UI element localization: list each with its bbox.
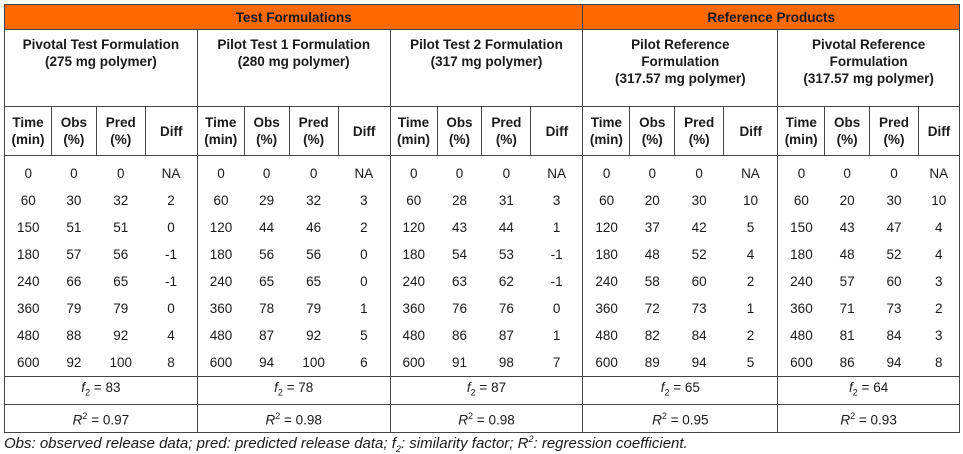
- formulation-name-line: (280 mg polymer): [237, 54, 350, 69]
- table-cell: 31: [498, 193, 514, 208]
- table-cell: 48: [644, 247, 660, 262]
- table-cell: 56: [259, 247, 275, 262]
- table-cell: 10: [724, 187, 778, 214]
- column-header-label: Diff: [352, 123, 376, 139]
- column-header-pred: [482, 107, 531, 156]
- column-header-label: Diff: [927, 123, 951, 139]
- table-cell: 92: [113, 328, 129, 343]
- table-cell: 20: [839, 193, 855, 208]
- table-cell: 7: [531, 349, 583, 377]
- table-cell: 52: [691, 247, 707, 262]
- table-cell: 47: [886, 220, 902, 235]
- table-cell: 600: [5, 349, 52, 377]
- table-cell: 150: [778, 214, 825, 241]
- table-cell: 92: [306, 328, 322, 343]
- table-cell: 10: [919, 187, 960, 214]
- table-cell: 0: [890, 166, 898, 181]
- column-header-unit: (%): [641, 132, 663, 147]
- table-cell: 120: [583, 214, 630, 241]
- table-row: [5, 295, 960, 322]
- table-cell: 60: [886, 274, 902, 289]
- column-header-unit: (%): [110, 132, 132, 147]
- table-cell: NA: [724, 156, 778, 188]
- column-header-obs: [825, 107, 870, 156]
- column-header-label: Diff: [160, 123, 183, 139]
- column-header-label: Obs: [446, 115, 473, 130]
- table-cell: 150: [5, 214, 52, 241]
- column-header-unit: (%): [688, 132, 710, 147]
- column-header-time: [583, 107, 630, 156]
- table-cell: 44: [259, 220, 275, 235]
- column-header-label: Time: [785, 115, 817, 130]
- column-header-unit: (%): [303, 132, 325, 147]
- table-cell: 57: [839, 274, 855, 289]
- table-cell: 42: [691, 220, 707, 235]
- table-cell: 73: [691, 301, 707, 316]
- table-cell: 0: [117, 166, 125, 181]
- table-cell: 100: [302, 355, 325, 370]
- table-cell: 2: [724, 322, 778, 349]
- table-cell: 1: [531, 214, 583, 241]
- column-header-pred: [675, 107, 724, 156]
- table-cell: 0: [145, 295, 197, 322]
- table-cell: 3: [338, 187, 390, 214]
- table-cell: -1: [531, 241, 583, 268]
- group-header-reference: Reference Products: [583, 5, 960, 30]
- table-cell: 180: [197, 241, 244, 268]
- table-cell: 0: [197, 156, 244, 188]
- table-cell: 60: [691, 274, 707, 289]
- column-header-pred: [289, 107, 338, 156]
- table-cell: 480: [197, 322, 244, 349]
- table-cell: 72: [644, 301, 660, 316]
- table-cell: 0: [70, 166, 78, 181]
- formulation-comparison-table: [4, 4, 960, 433]
- column-header-label: Time: [590, 115, 622, 130]
- table-cell: 91: [451, 355, 467, 370]
- table-cell: 73: [886, 301, 902, 316]
- table-cell: 600: [778, 349, 825, 377]
- table-cell: 600: [583, 349, 630, 377]
- table-cell: 0: [390, 156, 437, 188]
- f2-value: $f_2 = 64$: [778, 377, 960, 405]
- column-header-label: Obs: [639, 115, 666, 130]
- column-header-unit: (min): [397, 132, 431, 147]
- table-cell: 3: [919, 322, 960, 349]
- table-cell: 51: [66, 220, 82, 235]
- table-cell: 53: [498, 247, 514, 262]
- table-cell: 84: [886, 328, 902, 343]
- table-cell: 62: [498, 274, 514, 289]
- table-cell: 60: [583, 187, 630, 214]
- table-cell: 60: [197, 187, 244, 214]
- column-header-diff: [724, 107, 778, 156]
- table-cell: 52: [886, 247, 902, 262]
- column-header-label: Diff: [545, 123, 569, 139]
- table-cell: 360: [583, 295, 630, 322]
- formulation-name-line: Formulation: [641, 54, 720, 69]
- table-cell: 240: [197, 268, 244, 295]
- column-header-obs: [51, 107, 96, 156]
- table-row: [5, 241, 960, 268]
- table-cell: 60: [5, 187, 52, 214]
- table-cell: 0: [695, 166, 703, 181]
- table-cell: 43: [451, 220, 467, 235]
- table-cell: 60: [778, 187, 825, 214]
- table-cell: 3: [531, 187, 583, 214]
- formulation-name-line: (275 mg polymer): [45, 54, 157, 69]
- table-cell: -1: [145, 241, 197, 268]
- table-cell: 63: [451, 274, 467, 289]
- table-cell: -1: [145, 268, 197, 295]
- table-cell: 0: [778, 156, 825, 188]
- f2-value: $f_2 = 65$: [583, 377, 778, 405]
- column-header-obs: [244, 107, 289, 156]
- column-header-unit: (min): [11, 132, 45, 147]
- table-cell: 480: [390, 322, 437, 349]
- r2-value: $R^2 = 0.95$: [583, 405, 778, 433]
- table-cell: 2: [338, 214, 390, 241]
- column-header-pred: [96, 107, 145, 156]
- table-cell: 1: [338, 295, 390, 322]
- column-header-label: Pred: [105, 115, 136, 130]
- table-cell: 81: [839, 328, 855, 343]
- table-cell: 4: [919, 241, 960, 268]
- table-cell: 30: [66, 193, 82, 208]
- table-cell: 94: [886, 355, 902, 370]
- table-caption: Obs: observed release data; pred: predicted release data; $f_2$: similarity factor; $R^2$: regression coefficient.: [4, 434, 688, 454]
- table-cell: 0: [338, 268, 390, 295]
- table-cell: 0: [502, 166, 511, 181]
- column-header-obs: [437, 107, 482, 156]
- f2-value: $f_2 = 83$: [5, 377, 198, 405]
- table-cell: 65: [306, 274, 322, 289]
- table-cell: 240: [390, 268, 437, 295]
- table-cell: -1: [531, 268, 583, 295]
- table-cell: 360: [778, 295, 825, 322]
- column-header-label: Obs: [253, 115, 280, 130]
- column-header-pred: [870, 107, 919, 156]
- table-cell: 51: [113, 220, 129, 235]
- table-cell: 94: [259, 355, 275, 370]
- table-cell: 32: [113, 193, 129, 208]
- table-cell: 28: [451, 193, 467, 208]
- table-cell: 78: [259, 301, 275, 316]
- table-cell: 79: [306, 301, 322, 316]
- table-cell: 58: [644, 274, 660, 289]
- column-header-unit: (%): [448, 132, 470, 147]
- column-header-label: Pred: [879, 115, 910, 130]
- table-cell: 2: [919, 295, 960, 322]
- f2-value: $f_2 = 87$: [390, 377, 583, 405]
- formulation-header-3: [390, 30, 583, 107]
- table-cell: 87: [259, 328, 275, 343]
- table-cell: 0: [583, 156, 630, 188]
- table-cell: 120: [197, 214, 244, 241]
- table-cell: 5: [724, 214, 778, 241]
- table-cell: 20: [644, 193, 660, 208]
- table-cell: 86: [839, 355, 855, 370]
- table-cell: 0: [262, 166, 271, 181]
- table-cell: 120: [390, 214, 437, 241]
- table-cell: 37: [644, 220, 660, 235]
- r2-value: $R^2 = 0.93$: [778, 405, 960, 433]
- table-cell: 4: [724, 241, 778, 268]
- table-cell: 98: [498, 355, 514, 370]
- table-cell: 0: [338, 241, 390, 268]
- table-cell: 8: [919, 349, 960, 377]
- table-cell: 0: [309, 166, 318, 181]
- column-header-label: Pred: [491, 115, 522, 130]
- column-header-unit: (min): [204, 132, 238, 147]
- table-cell: 600: [390, 349, 437, 377]
- table-cell: 2: [145, 187, 197, 214]
- table-cell: 76: [451, 301, 467, 316]
- table-cell: 57: [66, 247, 82, 262]
- table-cell: 79: [66, 301, 82, 316]
- column-header-diff: [531, 107, 583, 156]
- table-cell: 100: [109, 355, 133, 370]
- column-header-unit: (min): [589, 132, 623, 147]
- table-row: [5, 187, 960, 214]
- formulation-name-line: (317 mg polymer): [430, 54, 543, 69]
- table-cell: 2: [724, 268, 778, 295]
- table-cell: 0: [145, 214, 197, 241]
- column-header-unit: (%): [63, 132, 85, 147]
- table-cell: 360: [5, 295, 52, 322]
- table-cell: NA: [145, 156, 197, 188]
- column-header-unit: (%): [256, 132, 278, 147]
- column-header-time: [197, 107, 244, 156]
- column-header-diff: [338, 107, 390, 156]
- table-cell: 82: [644, 328, 660, 343]
- table-row: [5, 156, 960, 188]
- group-header-test: Test Formulations: [5, 5, 583, 30]
- table-cell: 60: [390, 187, 437, 214]
- table-cell: 600: [197, 349, 244, 377]
- formulation-header-5: [778, 30, 960, 107]
- table-cell: 87: [498, 328, 514, 343]
- column-header-unit: (min): [784, 132, 818, 147]
- table-cell: 480: [583, 322, 630, 349]
- table-cell: 240: [778, 268, 825, 295]
- table-cell: 29: [259, 193, 275, 208]
- table-cell: 71: [839, 301, 855, 316]
- table-cell: 6: [338, 349, 390, 377]
- regression-row: [5, 405, 960, 433]
- table-cell: 46: [306, 220, 322, 235]
- column-header-time: [390, 107, 437, 156]
- table-cell: 5: [338, 322, 390, 349]
- table-cell: 92: [66, 355, 82, 370]
- table-cell: 44: [498, 220, 514, 235]
- column-header-unit: (%): [883, 132, 905, 147]
- table-cell: 0: [5, 156, 52, 188]
- column-header-time: [5, 107, 52, 156]
- table-cell: 30: [691, 193, 707, 208]
- formulation-name-line: Pilot Test 2 Formulation: [410, 37, 563, 52]
- table-row: [5, 214, 960, 241]
- formulation-header-4: [583, 30, 778, 107]
- table-cell: 480: [778, 322, 825, 349]
- table-cell: 180: [778, 241, 825, 268]
- table-row: [5, 349, 960, 377]
- r2-value: $R^2 = 0.97$: [5, 405, 198, 433]
- column-header-label: Diff: [739, 123, 762, 139]
- table-cell: 180: [5, 241, 52, 268]
- formulation-name-line: (317.57 mg polymer): [615, 71, 746, 86]
- column-header-diff: [145, 107, 197, 156]
- table-cell: 0: [843, 166, 851, 181]
- column-header-label: Obs: [833, 115, 861, 130]
- formulation-name-line: Formulation: [829, 54, 908, 69]
- formulation-name-line: Pivotal Reference: [811, 37, 926, 52]
- table-cell: 76: [498, 301, 514, 316]
- column-header-label: Obs: [60, 115, 87, 130]
- table-cell: NA: [919, 156, 960, 188]
- formulation-name-line: (317.57 mg polymer): [803, 71, 934, 86]
- table-cell: 65: [113, 274, 129, 289]
- r2-value: $R^2 = 0.98$: [390, 405, 583, 433]
- column-header-time: [778, 107, 825, 156]
- table-cell: 0: [648, 166, 657, 181]
- table-cell: 84: [691, 328, 707, 343]
- r2-value: $R^2 = 0.98$: [197, 405, 390, 433]
- table-row: [5, 268, 960, 295]
- table-cell: 79: [113, 301, 129, 316]
- table-cell: 240: [5, 268, 52, 295]
- column-header-label: Time: [205, 115, 237, 130]
- table-cell: 180: [583, 241, 630, 268]
- column-header-unit: (%): [836, 132, 858, 147]
- column-header-label: Pred: [684, 115, 715, 130]
- table-cell: 1: [531, 322, 583, 349]
- table-cell: 240: [583, 268, 630, 295]
- table-cell: 32: [306, 193, 322, 208]
- table-cell: 8: [145, 349, 197, 377]
- column-header-diff: [919, 107, 960, 156]
- column-header-unit: (%): [495, 132, 517, 147]
- table-cell: 66: [66, 274, 82, 289]
- table-cell: 4: [145, 322, 197, 349]
- table-cell: NA: [338, 156, 390, 188]
- formulation-header-1: [5, 30, 198, 107]
- table-cell: 94: [691, 355, 707, 370]
- similarity-factor-row: [5, 377, 960, 405]
- formulation-name-line: Pivotal Test Formulation: [22, 37, 180, 52]
- table-cell: 48: [839, 247, 855, 262]
- table-row: [5, 322, 960, 349]
- table-cell: 360: [390, 295, 437, 322]
- formulation-name-line: Pilot Reference: [631, 37, 730, 52]
- table-cell: 480: [5, 322, 52, 349]
- table-cell: 360: [197, 295, 244, 322]
- table-cell: 30: [886, 193, 902, 208]
- table-cell: 89: [644, 355, 660, 370]
- formulation-header-2: [197, 30, 390, 107]
- table-cell: 1: [724, 295, 778, 322]
- table-cell: 180: [390, 241, 437, 268]
- table-cell: NA: [531, 156, 583, 188]
- table-cell: 3: [919, 268, 960, 295]
- table-cell: 43: [839, 220, 855, 235]
- table-cell: 4: [919, 214, 960, 241]
- formulation-name-line: Pilot Test 1 Formulation: [217, 37, 371, 52]
- column-header-label: Time: [12, 115, 44, 130]
- table-cell: 0: [455, 166, 464, 181]
- column-header-obs: [630, 107, 675, 156]
- column-header-label: Time: [397, 115, 430, 130]
- table-cell: 54: [451, 247, 467, 262]
- table-cell: 0: [531, 295, 583, 322]
- table-cell: 5: [724, 349, 778, 377]
- f2-value: $f_2 = 78$: [197, 377, 390, 405]
- table-cell: 56: [306, 247, 322, 262]
- table-cell: 88: [66, 328, 82, 343]
- table-cell: 56: [113, 247, 129, 262]
- column-header-label: Pred: [298, 115, 329, 130]
- table-cell: 86: [451, 328, 467, 343]
- table-cell: 65: [259, 274, 275, 289]
